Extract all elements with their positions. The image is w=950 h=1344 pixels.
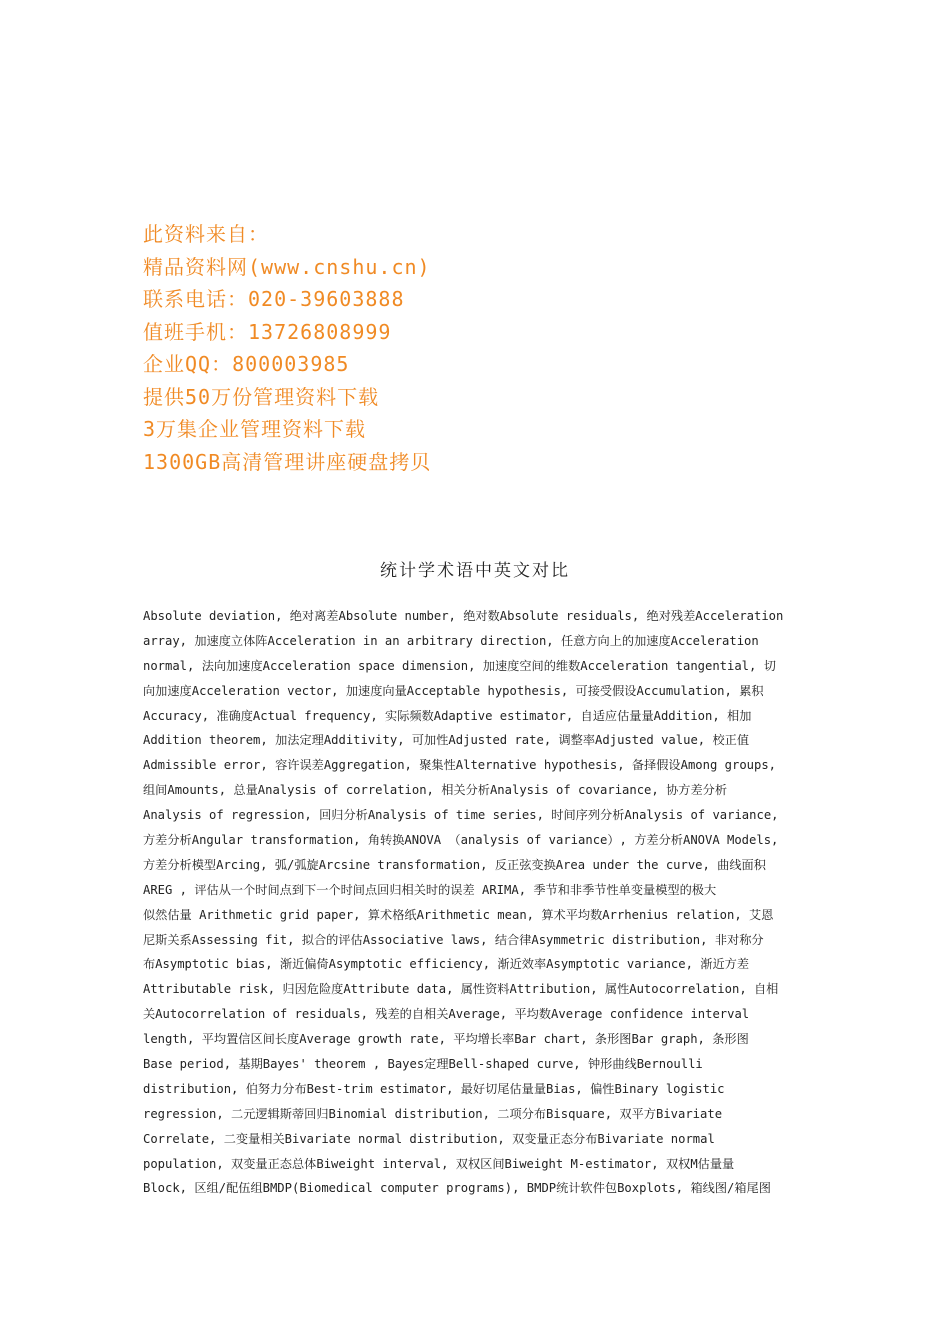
- ad-line: 1300GB高清管理讲座硬盘拷贝: [143, 449, 432, 474]
- text-line: population, 双变量正态总体Biweight interval, 双权区间Biweight M-estimator, 双权M估量量: [143, 1156, 735, 1171]
- ad-line: 提供50万份管理资料下载: [143, 384, 380, 409]
- text-line: regression, 二元逻辑斯蒂回归Binomial distribution, 二项分布Bisquare, 双平方Bivariate: [143, 1106, 723, 1121]
- source-ad-block: [143, 218, 743, 478]
- text-line: 尼斯关系Assessing fit, 拟合的评估Associative laws, 结合律Asymmetric distribution, 非对称分: [143, 932, 764, 947]
- ad-line: 联系电话：020-39603888: [143, 287, 405, 311]
- ad-line: 值班手机：13726808999: [143, 319, 392, 344]
- text-line: Analysis of regression, 回归分析Analysis of time series, 时间序列分析Analysis of variance,: [143, 808, 779, 823]
- text-line: 方差分析Angular transformation, 角转换ANOVA （analysis of variance）, 方差分析ANOVA Models,: [143, 833, 779, 848]
- text-line: 布Asymptotic bias, 渐近偏倚Asymptotic efficiency, 渐近效率Asymptotic variance, 渐近方差: [143, 957, 750, 972]
- text-line: 组间Amounts, 总量Analysis of correlation, 相关分析Analysis of covariance, 协方差分析: [143, 783, 728, 798]
- ad-line: 3万集企业管理资料下载: [143, 417, 367, 441]
- text-line: 方差分析模型Arcing, 弧/弧旋Arcsine transformation, 反正弦变换Area under the curve, 曲线面积: [143, 857, 766, 872]
- text-line: Correlate, 二变量相关Bivariate normal distribution, 双变量正态分布Bivariate normal: [143, 1131, 715, 1146]
- document-body: [143, 604, 807, 1201]
- text-line: Accuracy, 准确度Actual frequency, 实际频数Adaptive estimator, 自适应估量量Addition, 相加: [143, 708, 752, 723]
- text-line: distribution, 伯努力分布Best-trim estimator, 最好切尾估量量Bias, 偏性Binary logistic: [143, 1081, 725, 1096]
- ad-line: 企业QQ：800003985: [143, 352, 350, 376]
- text-line: 似然估量 Arithmetic grid paper, 算术格纸Arithmetic mean, 算术平均数Arrhenius relation, 艾恩: [143, 907, 774, 922]
- text-line: 向加速度Acceleration vector, 加速度向量Acceptable hypothesis, 可接受假设Accumulation, 累积: [143, 683, 764, 698]
- text-line: Absolute deviation, 绝对离差Absolute number, 绝对数Absolute residuals, 绝对残差Acceleration: [143, 609, 784, 623]
- text-line: normal, 法向加速度Acceleration space dimension, 加速度空间的维数Acceleration tangential, 切: [143, 658, 776, 673]
- document-title: 统计学术语中英文对比: [380, 561, 570, 581]
- text-line: Addition theorem, 加法定理Additivity, 可加性Adjusted rate, 调整率Adjusted value, 校正值: [143, 733, 750, 748]
- text-line: Base period, 基期Bayes' theorem , Bayes定理Bell-shaped curve, 钟形曲线Bernoulli: [143, 1057, 703, 1072]
- text-line: length, 平均置信区间长度Average growth rate, 平均增长率Bar chart, 条形图Bar graph, 条形图: [143, 1032, 749, 1047]
- text-line: Attributable risk, 归因危险度Attribute data, 属性资料Attribution, 属性Autocorrelation, 自相: [143, 982, 779, 997]
- text-line: Admissible error, 容许误差Aggregation, 聚集性Alternative hypothesis, 备择假设Among groups,: [143, 758, 777, 773]
- text-line: Block, 区组/配伍组BMDP(Biomedical computer programs), BMDP统计软件包Boxplots, 箱线图/箱尾图: [143, 1181, 771, 1196]
- ad-line: 精品资料网(www.cnshu.cn): [143, 254, 431, 279]
- text-line: array, 加速度立体阵Acceleration in an arbitrary direction, 任意方向上的加速度Acceleration: [143, 633, 759, 648]
- text-line: 关Autocorrelation of residuals, 残差的自相关Average, 平均数Average confidence interval: [143, 1007, 750, 1022]
- ad-line: 此资料来自：: [143, 222, 269, 246]
- text-line: AREG , 评估从一个时间点到下一个时间点回归相关时的误差 ARIMA, 季节和非季节性单变量模型的极大: [143, 882, 717, 897]
